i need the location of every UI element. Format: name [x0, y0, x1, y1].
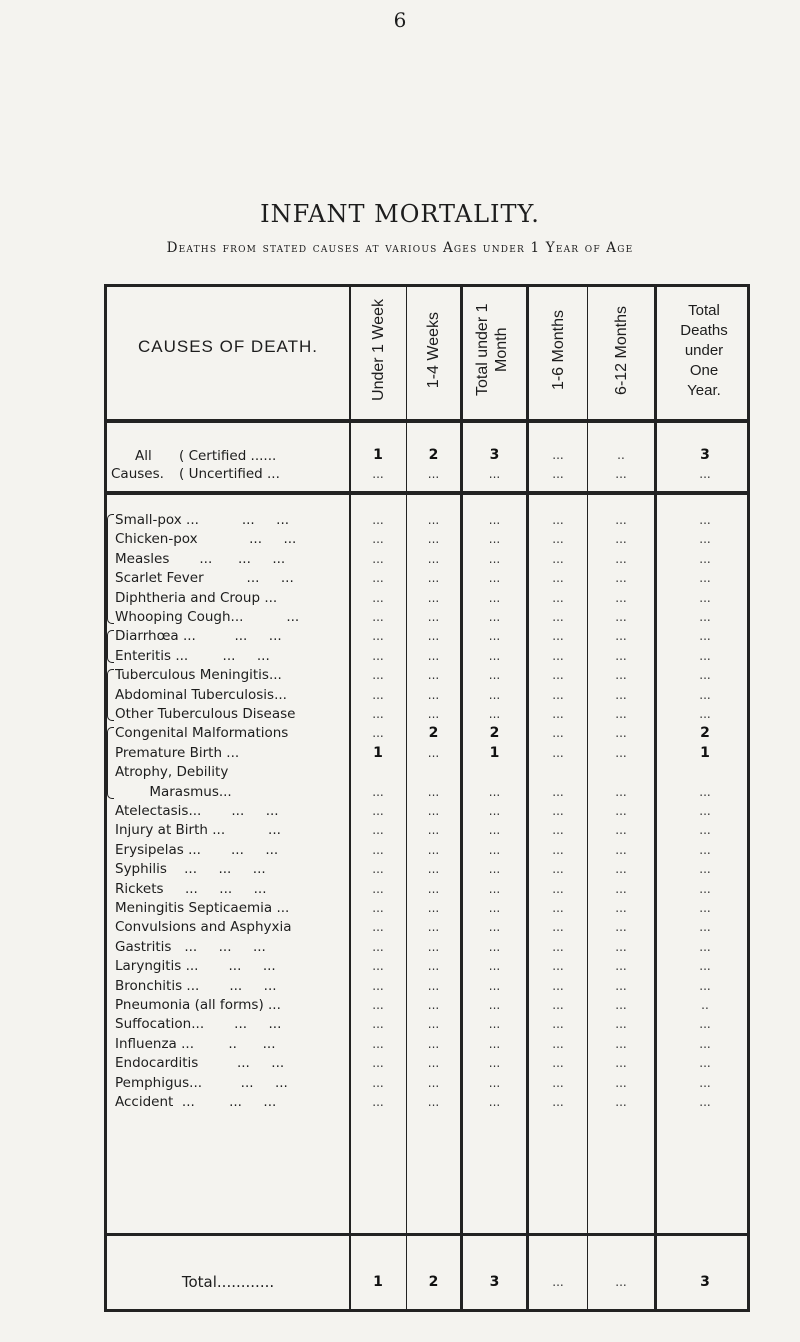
- row-18-under-1-week-cell: ...: [372, 862, 384, 876]
- row-10-total-deaths-cell: ...: [699, 707, 711, 721]
- row-23-total-deaths-cell: ...: [699, 959, 711, 973]
- row-29-1-4-weeks-cell: ...: [427, 1076, 440, 1090]
- row-30-6-12-months-cell: ...: [615, 1095, 627, 1109]
- row-5-total-deaths-cell: ...: [699, 610, 711, 624]
- row-1-6-12-months-cell: ...: [615, 532, 627, 546]
- row-17-6-12-months-cell: ...: [615, 843, 627, 857]
- total-label: Total............: [181, 1273, 275, 1291]
- row-7-total-under-1-month-cell: ...: [488, 649, 501, 663]
- row-13-total-deaths-cell: [657, 763, 753, 782]
- row-28-1-4-weeks-cell: ...: [427, 1056, 440, 1070]
- row-5-under-1-week-cell: ...: [372, 610, 384, 624]
- row-0-1-4-weeks-cell: ...: [427, 513, 440, 527]
- row-26-total-under-1-month-cell: ...: [488, 1017, 501, 1031]
- page-subtitle: Deaths from stated causes at various Ages under 1 Year of Age: [166, 240, 634, 256]
- row-10-6-12-months-cell: ...: [615, 707, 627, 721]
- cause-label: Gastritis ... ... ...: [115, 939, 266, 955]
- uncertified-1-6-months-cell: ...: [552, 467, 564, 481]
- row-24-6-12-months-cell: ...: [615, 979, 627, 993]
- row-6-1-6-months-cell: ...: [552, 629, 564, 643]
- cause-label: Suffocation... ... ...: [115, 1016, 282, 1032]
- row-14-under-1-week-cell: ...: [372, 785, 384, 799]
- row-24-total-under-1-month-cell: ...: [488, 979, 501, 993]
- row-26-1-4-weeks-cell: ...: [427, 1017, 440, 1031]
- row-18-1-6-months-cell: ...: [552, 862, 564, 876]
- row-30-1-6-months-cell: ...: [552, 1095, 564, 1109]
- certified-1-4-weeks-cell: 2: [428, 447, 439, 463]
- row-12-1-6-months-cell: ...: [552, 746, 564, 760]
- row-28-under-1-week-cell: ...: [372, 1056, 384, 1070]
- row-30-total-deaths-cell: ...: [699, 1095, 711, 1109]
- cause-label: Pemphigus... ... ...: [115, 1075, 288, 1091]
- col-header-6-12-months: 6-12 Months: [612, 305, 630, 395]
- row-11-6-12-months-cell: ...: [615, 726, 627, 740]
- row-7-total-deaths-cell: ...: [699, 649, 711, 663]
- row-21-total-deaths-cell: ...: [699, 920, 711, 934]
- row-17-under-1-week-cell: ...: [372, 843, 384, 857]
- cause-label: Tuberculous Meningitis...: [115, 667, 282, 683]
- col-header-total-under-1-month: Total under 1 Month: [473, 303, 510, 397]
- row-10-under-1-week-cell: ...: [372, 707, 384, 721]
- row-0-total-deaths-cell: ...: [699, 513, 711, 527]
- cause-label: Convulsions and Asphyxia: [115, 919, 292, 935]
- row-23-under-1-week-cell: ...: [372, 959, 384, 973]
- row-11-1-6-months-cell: ...: [552, 726, 564, 740]
- total-total-deaths-cell: 3: [700, 1274, 710, 1290]
- row-4-1-4-weeks-cell: ...: [427, 591, 440, 605]
- page-number: 6: [393, 8, 407, 32]
- row-5-1-4-weeks-cell: ...: [427, 610, 440, 624]
- row-27-total-under-1-month-cell: ...: [488, 1037, 501, 1051]
- row-16-under-1-week-cell: ...: [372, 823, 384, 837]
- row-29-1-6-months-cell: ...: [552, 1076, 564, 1090]
- row-9-under-1-week-cell: ...: [372, 688, 384, 702]
- row-25-1-6-months-cell: ...: [552, 998, 564, 1012]
- row-23-1-4-weeks-cell: ...: [427, 959, 440, 973]
- row-6-under-1-week-cell: ...: [372, 629, 384, 643]
- row-12-total-under-1-month-cell: 1: [489, 745, 500, 761]
- row-4-total-under-1-month-cell: ...: [488, 591, 501, 605]
- row-8-total-deaths-cell: ...: [699, 668, 711, 682]
- row-22-total-deaths-cell: ...: [699, 940, 711, 954]
- row-24-1-4-weeks-cell: ...: [427, 979, 440, 993]
- cause-label: Premature Birth ...: [115, 745, 240, 761]
- col-header-1-6-months: 1-6 Months: [549, 309, 567, 391]
- row-0-1-6-months-cell: ...: [552, 513, 564, 527]
- row-15-under-1-week-cell: ...: [372, 804, 384, 818]
- row-21-6-12-months-cell: ...: [615, 920, 627, 934]
- row-21-under-1-week-cell: ...: [372, 920, 384, 934]
- row-29-total-under-1-month-cell: ...: [488, 1076, 501, 1090]
- row-0-under-1-week-cell: ...: [372, 513, 384, 527]
- row-24-1-6-months-cell: ...: [552, 979, 564, 993]
- group-brace: [107, 514, 114, 624]
- mortality-table: CAUSES OF DEATH. Under 1 Week 1-4 Weeks Total under 1 Month 1-6 Months 6-12 Months Total Deaths under One Year. All Causes. ( Certified ...... ( Uncertified ... 1 2 3 ... .. 3 ... ... ... ... ... ... Small-pox ... ... ... ... ... ... ... ... ... Chicken-pox ... ... ... ... ... ... ... ... Measles ... ... ... ... ... ... ... ... ... Scarlet Fever ... ... ... ... ... ... ... ... Diphtheria and Croup ... ... ... ... ... ... ... Whooping Cough... ... ... ... ... ... ... ... Diarrhœa ... ... ... ... ... ... ... ... ... Enteritis ... ... ... ... ... ... ... ... ... Tuberculous Meningitis... ... ... ... ... ... ... Abdominal Tuberculosis... ... ... ... ... ... ... Other Tuberculous Disease ... ... ... ... ... ... Congenital Malformations ... 2 2 ... ... 2 Premature Birth ... 1 ... 1 ... ... 1 Atrophy, Debility Marasmus... ... ... ... ... ... ... Atelectasis... ... ... ... ... ... ... ... ... Injury at Birth ... ... ... ... ... ... ... ... Erysipelas ... ... ... ... ... ... ... ... ... Syphilis ... ... ... ... ... ... ... ... ... Rickets ... ... ... ... ... ... ... ... ... Meningitis Septicaemia ... ... ... ... ... ... ... Convulsions and Asphyxia ... ... ... ... ... ... Gastritis ... ... ... ... ... ... ... ... ... Laryngitis ... ... ... ... ... ... ... ... ... Bronchitis ... ... ... ... ... ... ... ... ... Pneumonia (all forms) ... ... ... ... ... ... .. Suffocation... ... ... ... ... ... ... ... ... Influenza ... .. ... ... ... ... ... ... ... Endocarditis ... ... ... ... ... ... ... ... Pemphigus... ... ... ... ... ... ... ... ... Accident ... ... ... ... ... ... ... ... ... Total............ 1 2 3 ... ... 3: [104, 284, 750, 1312]
- row-26-total-deaths-cell: ...: [699, 1017, 711, 1031]
- row-3-1-6-months-cell: ...: [552, 571, 564, 585]
- row-6-total-deaths-cell: ...: [699, 629, 711, 643]
- row-2-1-4-weeks-cell: ...: [427, 552, 440, 566]
- row-23-6-12-months-cell: ...: [615, 959, 627, 973]
- certified-1-6-months-cell: ...: [552, 448, 564, 462]
- row-20-total-deaths-cell: ...: [699, 901, 711, 915]
- row-20-1-6-months-cell: ...: [552, 901, 564, 915]
- row-16-total-deaths-cell: ...: [699, 823, 711, 837]
- row-12-total-deaths-cell: 1: [700, 745, 710, 761]
- row-27-6-12-months-cell: ...: [615, 1037, 627, 1051]
- row-18-1-4-weeks-cell: ...: [427, 862, 440, 876]
- row-3-total-deaths-cell: ...: [699, 571, 711, 585]
- row-15-1-4-weeks-cell: ...: [427, 804, 440, 818]
- row-5-total-under-1-month-cell: ...: [488, 610, 501, 624]
- certified-total-deaths-cell: 3: [700, 447, 710, 463]
- cause-label: Endocarditis ... ...: [115, 1055, 285, 1071]
- row-0-total-under-1-month-cell: ...: [488, 513, 501, 527]
- row-14-total-deaths-cell: ...: [699, 785, 711, 799]
- row-19-1-4-weeks-cell: ...: [427, 882, 440, 896]
- cause-label: Diphtheria and Croup ...: [115, 590, 278, 606]
- total-6-12-months-cell: ...: [615, 1275, 627, 1289]
- row-16-1-6-months-cell: ...: [552, 823, 564, 837]
- row-26-6-12-months-cell: ...: [615, 1017, 627, 1031]
- row-21-1-6-months-cell: ...: [552, 920, 564, 934]
- row-11-total-deaths-cell: 2: [700, 725, 710, 741]
- row-26-under-1-week-cell: ...: [372, 1017, 384, 1031]
- row-7-1-6-months-cell: ...: [552, 649, 564, 663]
- row-11-total-under-1-month-cell: 2: [489, 725, 500, 741]
- row-28-total-under-1-month-cell: ...: [488, 1056, 501, 1070]
- row-2-6-12-months-cell: ...: [615, 552, 627, 566]
- row-22-1-4-weeks-cell: ...: [427, 940, 440, 954]
- cause-label: Injury at Birth ... ...: [115, 822, 281, 838]
- row-9-1-4-weeks-cell: ...: [427, 688, 440, 702]
- row-1-1-6-months-cell: ...: [552, 532, 564, 546]
- cause-label: Other Tuberculous Disease: [115, 706, 296, 722]
- certified-under-1-week-cell: 1: [373, 447, 383, 463]
- row-4-6-12-months-cell: ...: [615, 591, 627, 605]
- row-29-under-1-week-cell: ...: [372, 1076, 384, 1090]
- row-4-total-deaths-cell: ...: [699, 591, 711, 605]
- total-1-6-months-cell: ...: [552, 1275, 564, 1289]
- row-9-total-under-1-month-cell: ...: [488, 688, 501, 702]
- cause-label: Influenza ... .. ...: [115, 1036, 276, 1052]
- row-15-6-12-months-cell: ...: [615, 804, 627, 818]
- cause-label: Chicken-pox ... ...: [115, 531, 297, 547]
- row-2-total-under-1-month-cell: ...: [488, 552, 501, 566]
- certified-total-under-1-month-cell: 3: [489, 447, 500, 463]
- row-13-under-1-week-cell: [350, 763, 406, 782]
- row-30-total-under-1-month-cell: ...: [488, 1095, 501, 1109]
- row-20-1-4-weeks-cell: ...: [427, 901, 440, 915]
- group-brace: [107, 669, 114, 721]
- row-11-under-1-week-cell: ...: [372, 726, 384, 740]
- total-under-1-week-cell: 1: [373, 1274, 383, 1290]
- row-23-1-6-months-cell: ...: [552, 959, 564, 973]
- row-2-1-6-months-cell: ...: [552, 552, 564, 566]
- cause-label: Pneumonia (all forms) ...: [115, 997, 281, 1013]
- row-30-under-1-week-cell: ...: [372, 1095, 384, 1109]
- row-28-1-6-months-cell: ...: [552, 1056, 564, 1070]
- row-4-under-1-week-cell: ...: [372, 591, 384, 605]
- col-header-under-1-week: Under 1 Week: [369, 299, 387, 401]
- row-14-total-under-1-month-cell: ...: [488, 785, 501, 799]
- row-19-total-under-1-month-cell: ...: [488, 882, 501, 896]
- row-10-total-under-1-month-cell: ...: [488, 707, 501, 721]
- cause-label: Marasmus...: [115, 784, 232, 800]
- row-17-total-deaths-cell: ...: [699, 843, 711, 857]
- row-3-total-under-1-month-cell: ...: [488, 571, 501, 585]
- row-13-1-4-weeks-cell: [407, 763, 460, 782]
- row-21-1-4-weeks-cell: ...: [427, 920, 440, 934]
- row-1-under-1-week-cell: ...: [372, 532, 384, 546]
- row-25-under-1-week-cell: ...: [372, 998, 384, 1012]
- row-14-1-6-months-cell: ...: [552, 785, 564, 799]
- row-8-under-1-week-cell: ...: [372, 668, 384, 682]
- cause-label: Meningitis Septicaemia ...: [115, 900, 290, 916]
- uncertified-under-1-week-cell: ...: [372, 467, 384, 481]
- row-17-1-4-weeks-cell: ...: [427, 843, 440, 857]
- row-12-6-12-months-cell: ...: [615, 746, 627, 760]
- row-6-total-under-1-month-cell: ...: [488, 629, 501, 643]
- cause-label: Erysipelas ... ... ...: [115, 842, 279, 858]
- row-13-6-12-months-cell: [588, 763, 654, 782]
- row-19-under-1-week-cell: ...: [372, 882, 384, 896]
- total-1-4-weeks-cell: 2: [428, 1274, 439, 1290]
- cause-label: Atrophy, Debility: [115, 764, 229, 780]
- row-16-total-under-1-month-cell: ...: [488, 823, 501, 837]
- row-9-total-deaths-cell: ...: [699, 688, 711, 702]
- row-2-total-deaths-cell: ...: [699, 552, 711, 566]
- row-5-1-6-months-cell: ...: [552, 610, 564, 624]
- cause-label: Whooping Cough... ...: [115, 609, 300, 625]
- row-7-6-12-months-cell: ...: [615, 649, 627, 663]
- cause-label: Enteritis ... ... ...: [115, 648, 270, 664]
- row-19-1-6-months-cell: ...: [552, 882, 564, 896]
- row-27-1-6-months-cell: ...: [552, 1037, 564, 1051]
- row-25-6-12-months-cell: ...: [615, 998, 627, 1012]
- col-header-1-4-weeks: 1-4 Weeks: [425, 311, 442, 389]
- row-27-under-1-week-cell: ...: [372, 1037, 384, 1051]
- group-brace: [107, 630, 114, 663]
- row-15-total-under-1-month-cell: ...: [488, 804, 501, 818]
- certified-label: ( Certified ......: [179, 448, 277, 464]
- cause-label: Measles ... ... ...: [115, 551, 286, 567]
- row-8-6-12-months-cell: ...: [615, 668, 627, 682]
- row-27-1-4-weeks-cell: ...: [427, 1037, 440, 1051]
- col-header-total-deaths: Total Deaths under One Year.: [680, 302, 728, 399]
- row-12-1-4-weeks-cell: ...: [427, 746, 440, 760]
- row-2-under-1-week-cell: ...: [372, 552, 384, 566]
- row-22-under-1-week-cell: ...: [372, 940, 384, 954]
- all-causes-rule: [107, 491, 747, 495]
- row-27-total-deaths-cell: ...: [699, 1037, 711, 1051]
- group-brace: [107, 727, 114, 799]
- cause-label: Diarrhœa ... ... ...: [115, 628, 282, 644]
- row-13-1-6-months-cell: [529, 763, 587, 782]
- row-24-total-deaths-cell: ...: [699, 979, 711, 993]
- uncertified-label: ( Uncertified ...: [179, 466, 280, 482]
- uncertified-total-deaths-cell: ...: [699, 467, 711, 481]
- row-13-total-under-1-month-cell: [463, 763, 526, 782]
- page-title: INFANT MORTALITY.: [260, 200, 540, 228]
- row-9-1-6-months-cell: ...: [552, 688, 564, 702]
- row-1-1-4-weeks-cell: ...: [427, 532, 440, 546]
- causes-header: CAUSES OF DEATH.: [137, 337, 319, 356]
- row-23-total-under-1-month-cell: ...: [488, 959, 501, 973]
- row-8-1-4-weeks-cell: ...: [427, 668, 440, 682]
- row-8-1-6-months-cell: ...: [552, 668, 564, 682]
- cause-label: Atelectasis... ... ...: [115, 803, 279, 819]
- header-rule: [107, 419, 747, 423]
- cause-label: Bronchitis ... ... ...: [115, 978, 277, 994]
- row-18-total-under-1-month-cell: ...: [488, 862, 501, 876]
- row-20-under-1-week-cell: ...: [372, 901, 384, 915]
- row-3-1-4-weeks-cell: ...: [427, 571, 440, 585]
- cause-label: Scarlet Fever ... ...: [115, 570, 294, 586]
- row-29-total-deaths-cell: ...: [699, 1076, 711, 1090]
- certified-6-12-months-cell: ..: [617, 448, 625, 462]
- row-10-1-4-weeks-cell: ...: [427, 707, 440, 721]
- row-6-6-12-months-cell: ...: [615, 629, 627, 643]
- row-5-6-12-months-cell: ...: [615, 610, 627, 624]
- row-1-total-under-1-month-cell: ...: [488, 532, 501, 546]
- uncertified-1-4-weeks-cell: ...: [427, 467, 440, 481]
- row-10-1-6-months-cell: ...: [552, 707, 564, 721]
- total-total-under-1-month-cell: 3: [489, 1274, 500, 1290]
- cause-label: Accident ... ... ...: [115, 1094, 277, 1110]
- row-1-total-deaths-cell: ...: [699, 532, 711, 546]
- row-17-total-under-1-month-cell: ...: [488, 843, 501, 857]
- row-12-under-1-week-cell: 1: [373, 745, 383, 761]
- row-26-1-6-months-cell: ...: [552, 1017, 564, 1031]
- row-28-total-deaths-cell: ...: [699, 1056, 711, 1070]
- row-19-total-deaths-cell: ...: [699, 882, 711, 896]
- row-0-6-12-months-cell: ...: [615, 513, 627, 527]
- row-29-6-12-months-cell: ...: [615, 1076, 627, 1090]
- cause-label: Small-pox ... ... ...: [115, 512, 290, 528]
- row-22-6-12-months-cell: ...: [615, 940, 627, 954]
- row-22-total-under-1-month-cell: ...: [488, 940, 501, 954]
- cause-label: Rickets ... ... ...: [115, 881, 267, 897]
- row-17-1-6-months-cell: ...: [552, 843, 564, 857]
- row-18-6-12-months-cell: ...: [615, 862, 627, 876]
- row-11-1-4-weeks-cell: 2: [428, 725, 439, 741]
- row-20-6-12-months-cell: ...: [615, 901, 627, 915]
- cause-label: Abdominal Tuberculosis...: [115, 687, 287, 703]
- row-19-6-12-months-cell: ...: [615, 882, 627, 896]
- row-25-1-4-weeks-cell: ...: [427, 998, 440, 1012]
- row-9-6-12-months-cell: ...: [615, 688, 627, 702]
- row-16-1-4-weeks-cell: ...: [427, 823, 440, 837]
- row-18-total-deaths-cell: ...: [699, 862, 711, 876]
- row-21-total-under-1-month-cell: ...: [488, 920, 501, 934]
- row-3-6-12-months-cell: ...: [615, 571, 627, 585]
- row-24-under-1-week-cell: ...: [372, 979, 384, 993]
- cause-label: Laryngitis ... ... ...: [115, 958, 276, 974]
- row-25-total-deaths-cell: ..: [701, 998, 709, 1012]
- row-20-total-under-1-month-cell: ...: [488, 901, 501, 915]
- row-3-under-1-week-cell: ...: [372, 571, 384, 585]
- row-15-1-6-months-cell: ...: [552, 804, 564, 818]
- row-30-1-4-weeks-cell: ...: [427, 1095, 440, 1109]
- uncertified-total-under-1-month-cell: ...: [488, 467, 501, 481]
- row-7-1-4-weeks-cell: ...: [427, 649, 440, 663]
- row-14-6-12-months-cell: ...: [615, 785, 627, 799]
- row-22-1-6-months-cell: ...: [552, 940, 564, 954]
- row-8-total-under-1-month-cell: ...: [488, 668, 501, 682]
- row-16-6-12-months-cell: ...: [615, 823, 627, 837]
- total-rule: [107, 1233, 747, 1236]
- row-15-total-deaths-cell: ...: [699, 804, 711, 818]
- row-28-6-12-months-cell: ...: [615, 1056, 627, 1070]
- row-4-1-6-months-cell: ...: [552, 591, 564, 605]
- row-14-1-4-weeks-cell: ...: [427, 785, 440, 799]
- row-7-under-1-week-cell: ...: [372, 649, 384, 663]
- uncertified-6-12-months-cell: ...: [615, 467, 627, 481]
- row-25-total-under-1-month-cell: ...: [488, 998, 501, 1012]
- cause-label: Congenital Malformations: [115, 725, 289, 741]
- row-6-1-4-weeks-cell: ...: [427, 629, 440, 643]
- cause-label: Syphilis ... ... ...: [115, 861, 266, 877]
